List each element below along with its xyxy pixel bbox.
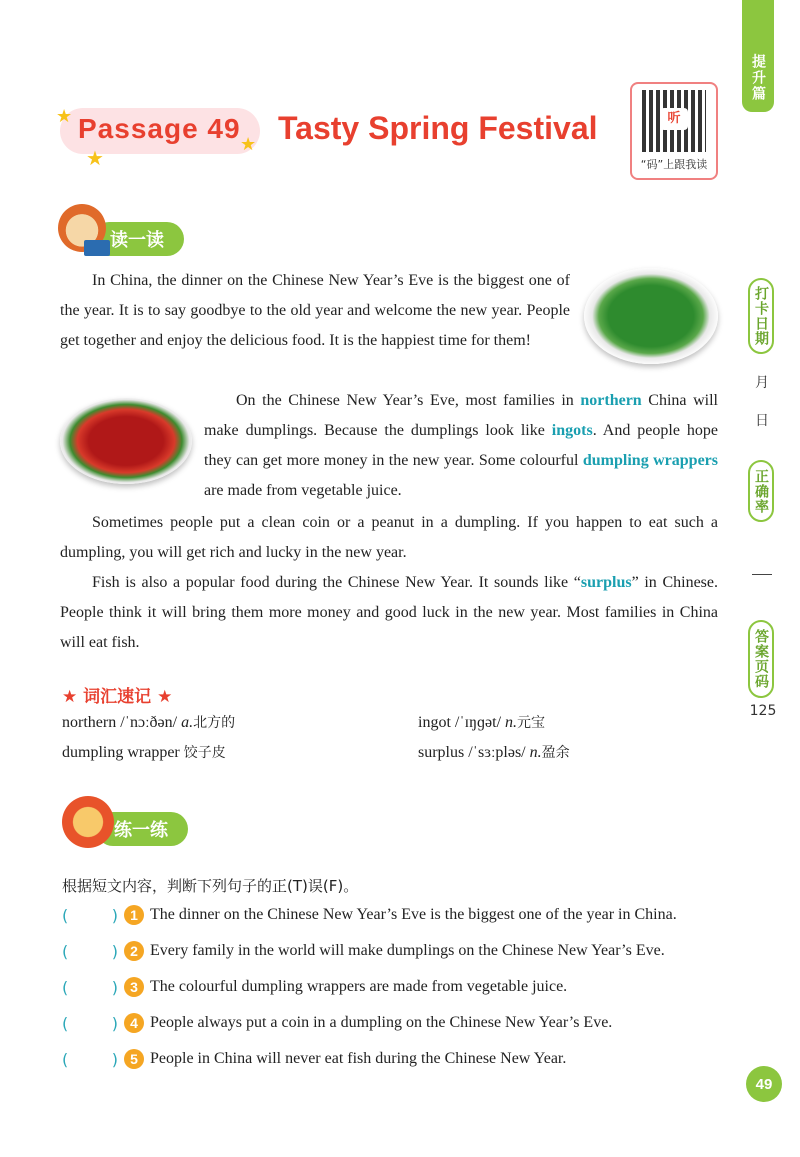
- answer-blank[interactable]: ( ): [62, 977, 118, 997]
- keyword-ingots: ingots: [551, 422, 593, 439]
- passage-number: Passage 49: [78, 113, 241, 144]
- answer-blank[interactable]: ( ): [62, 941, 118, 961]
- vocabulary-heading: ★ 词汇速记 ★: [62, 687, 173, 707]
- question-number-badge: 2: [124, 941, 144, 961]
- question-row: [62, 974, 567, 1000]
- answer-blank[interactable]: ( ): [62, 1013, 118, 1033]
- question-text: The dinner on the Chinese New Year’s Eve is the biggest one of the year in China.: [150, 906, 677, 923]
- practice-instruction: 根据短文内容，判断下列句子的正(T)误(F)。: [62, 877, 359, 895]
- paragraph-3: Sometimes people put a clean coin or a peanut in a dumpling. If you happen to eat such a dumpling, you will get rich and lucky in the new year.: [60, 514, 718, 561]
- lion-mascot-icon: [62, 796, 114, 848]
- paragraph-4: Fish is also a popular food during the Chinese New Year. It sounds like “surplus” in Chinese. People think it will bring them more money and good luck in the new year. Most families in China will eat fish.: [60, 574, 718, 651]
- section-tab: [742, 0, 774, 112]
- question-row: [62, 902, 677, 928]
- read-section-label: 读一读: [110, 230, 164, 251]
- keyword-dumpling-wrappers: dumpling wrappers: [582, 452, 719, 469]
- paragraph-1: In China, the dinner on the Chinese New Year’s Eve is the biggest one of the year. It is to say goodbye to the old year and welcome the new year. People get together and enjoy the delicious food. It is the happiest time for them!: [60, 272, 570, 349]
- star-icon: ★: [86, 146, 104, 170]
- question-number-badge: 5: [124, 1049, 144, 1069]
- question-row: [62, 1010, 612, 1036]
- answer-blank[interactable]: ( ): [62, 905, 118, 925]
- question-row: [62, 938, 665, 964]
- fish-dish-image: [60, 398, 192, 484]
- question-text: People in China will never eat fish during the Chinese New Year.: [150, 1050, 567, 1067]
- question-text: People always put a coin in a dumpling on the Chinese New Year’s Eve.: [150, 1014, 613, 1031]
- month-label: 月: [755, 375, 769, 391]
- answer-page-number: 125: [749, 703, 777, 719]
- keyword-surplus: surplus: [580, 574, 632, 591]
- question-text: The colourful dumpling wrappers are made from vegetable juice.: [150, 978, 568, 995]
- accuracy-label: 正确率: [748, 460, 774, 522]
- question-row: [62, 1046, 566, 1072]
- keyword-northern: northern: [580, 392, 642, 409]
- vocab-item-surplus: surplus /ˈsɜːpləs/ n.盈余: [418, 744, 570, 761]
- vocab-item-northern: northern /ˈnɔːðən/ a.北方的: [62, 714, 236, 731]
- answer-page-label: 答案页码: [748, 620, 774, 698]
- section-tab-label: 提升篇: [750, 54, 766, 102]
- answer-blank[interactable]: ( ): [62, 1049, 118, 1069]
- vocab-item-dumpling-wrapper: dumpling wrapper 饺子皮: [62, 744, 226, 761]
- dumplings-image: [584, 268, 718, 364]
- star-icon: ★: [56, 106, 73, 127]
- day-label: 日: [755, 413, 769, 429]
- listen-badge: 听: [660, 108, 688, 130]
- book-icon: [84, 240, 110, 256]
- accuracy-line: [752, 574, 772, 575]
- page-number: 49: [746, 1066, 782, 1102]
- question-number-badge: 4: [124, 1013, 144, 1033]
- qr-code-box[interactable]: [630, 82, 718, 180]
- paragraph-2: On the Chinese New Year’s Eve, most families in northern China will make dumplings. Because the dumplings look like ingots. And people hope they can get more money in the new year. Some colourful dumpling wrappers are made from vegetable juice.: [204, 392, 719, 499]
- question-text: Every family in the world will make dumplings on the Chinese New Year’s Eve.: [150, 942, 665, 959]
- question-number-badge: 3: [124, 977, 144, 997]
- practice-section-label: 练一练: [114, 820, 168, 841]
- vocab-item-ingot: ingot /ˈɪŋɡət/ n.元宝: [418, 714, 546, 731]
- page-title: Tasty Spring Festival: [278, 110, 598, 146]
- star-icon: ★: [240, 134, 257, 155]
- qr-label: “码”上跟我读: [640, 158, 708, 171]
- checkin-date-label: 打卡日期: [748, 278, 774, 354]
- question-number-badge: 1: [124, 905, 144, 925]
